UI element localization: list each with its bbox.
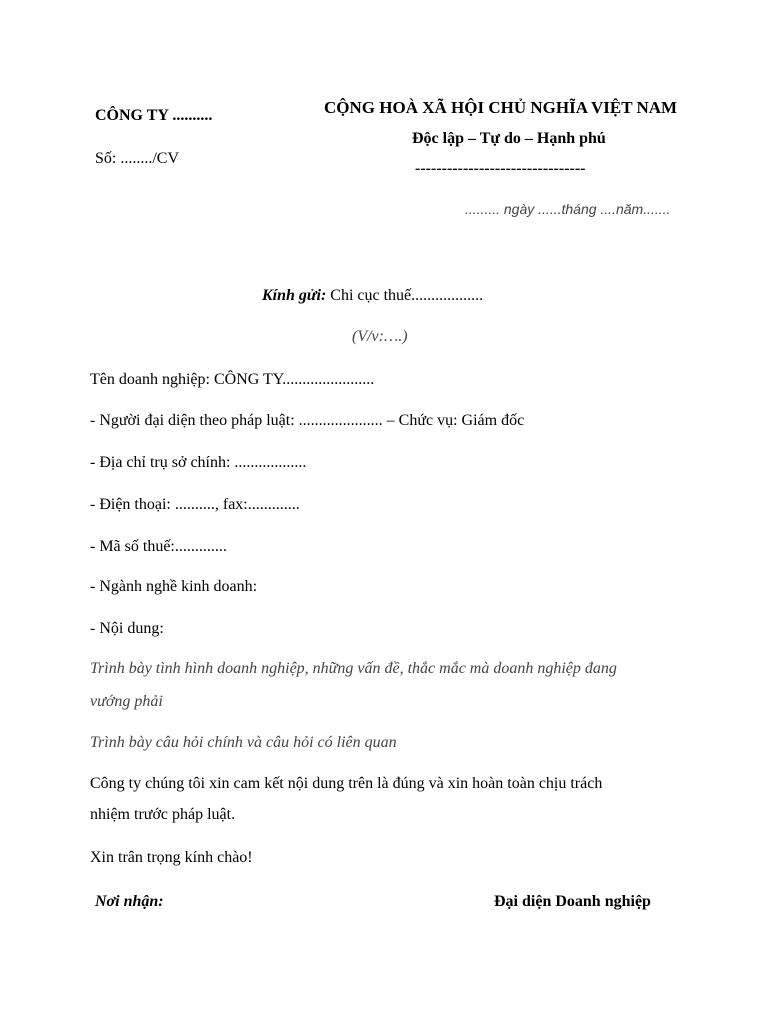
commitment-line-1: Công ty chúng tôi xin cam kết nội dung trên là đúng và xin hoàn toàn chịu trách (90, 775, 603, 792)
date-line: ......... ngày ......tháng ....năm....... (465, 201, 671, 217)
recipients-label: Nơi nhận: (95, 893, 164, 910)
guidance-line-1: Trình bày tình hình doanh nghiệp, những vấn đề, thắc mắc mà doanh nghiệp đang (90, 660, 617, 677)
subject-line: (V/v:….) (352, 328, 408, 345)
header-separator: -------------------------------- (415, 160, 586, 177)
field-head-office-address: - Địa chỉ trụ sở chính: .................. (90, 454, 307, 471)
field-content: - Nội dung: (90, 620, 164, 637)
company-name: CÔNG TY .......... (95, 107, 213, 124)
commitment-line-2: nhiệm trước pháp luật. (90, 806, 236, 823)
national-motto: Độc lập – Tự do – Hạnh phú (412, 130, 606, 147)
closing-greeting: Xin trân trọng kính chào! (90, 849, 253, 866)
signer-label: Đại diện Doanh nghiệp (494, 893, 651, 910)
field-company-name: Tên doanh nghiệp: CÔNG TY....................... (90, 371, 375, 388)
recipient-value: Chi cục thuế.................. (326, 287, 484, 304)
document-number: Số: ......../CV (95, 150, 180, 167)
field-tax-code: - Mã số thuế:............. (90, 538, 227, 555)
field-phone-fax: - Điện thoại: .........., fax:............. (90, 496, 300, 513)
guidance-line-2: Trình bày câu hỏi chính và câu hỏi có liên quan (90, 734, 397, 751)
recipient-label: Kính gửi: (262, 287, 327, 304)
field-legal-representative: - Người đại diện theo pháp luật: ..................... – Chức vụ: Giám đốc (90, 412, 525, 429)
recipient-line (262, 287, 483, 305)
national-title: CỘNG HOÀ XÃ HỘI CHỦ NGHĨA VIỆT NAM (324, 98, 678, 117)
guidance-line-1-cont: vướng phải (90, 693, 163, 710)
field-business-lines: - Ngành nghề kinh doanh: (90, 578, 258, 595)
